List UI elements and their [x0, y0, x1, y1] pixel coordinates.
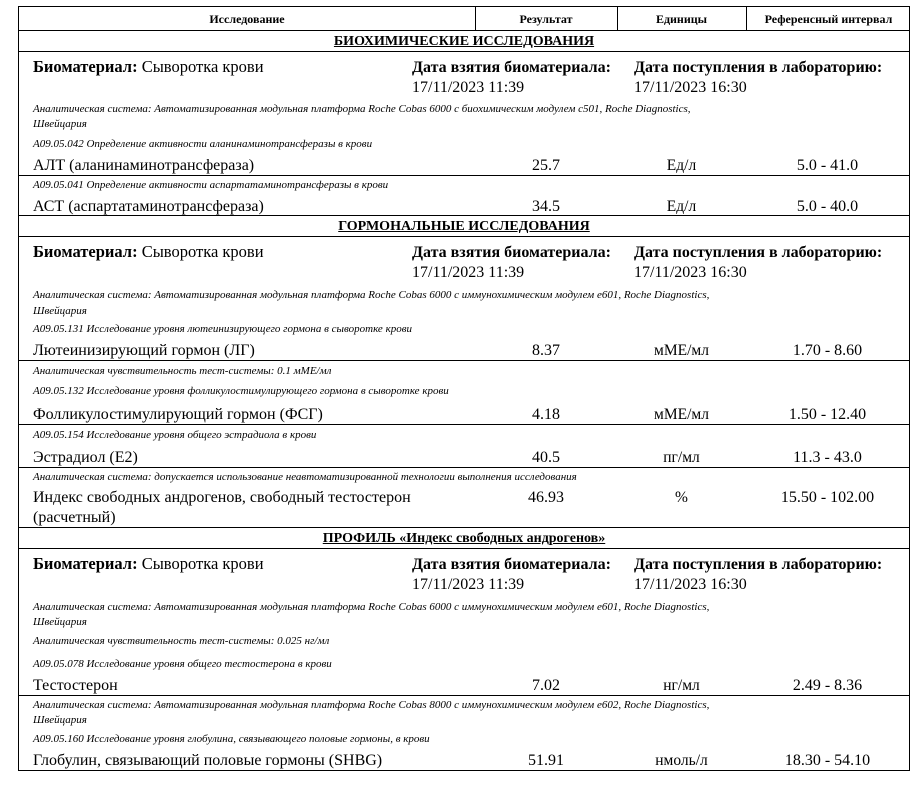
- section-title: ПРОФИЛЬ «Индекс свободных андрогенов»: [322, 531, 606, 546]
- sensitivity-note: Аналитическая чувствительность тест-системы: 0.1 мМЕ/мл: [33, 365, 332, 377]
- analytic-system: Аналитическая система: Автоматизированная модульная платформа Roche Cobas 6000 с биохимическим модулем с501, Roche Diagnostics,: [33, 103, 691, 115]
- test-name: Глобулин, связывающий половые гормоны (SHBG): [33, 752, 383, 769]
- biomaterial-value: Сыворотка крови: [141, 242, 264, 261]
- test-reference: 5.0 - 40.0: [796, 198, 859, 215]
- test-units: мМЕ/мл: [654, 342, 709, 359]
- row-divider: [19, 424, 909, 425]
- test-units: %: [675, 489, 688, 506]
- date-taken-value: 17/11/2023 11:39: [412, 264, 525, 281]
- test-name: Эстрадиол (Е2): [33, 449, 138, 466]
- biomaterial: [33, 554, 264, 574]
- test-code: A09.05.160 Исследование уровня глобулина, связывающего половые гормоны, в крови: [33, 733, 430, 745]
- biomaterial-value: Сыворотка крови: [141, 57, 264, 76]
- row-divider: [19, 30, 909, 31]
- date-taken-value: 17/11/2023 11:39: [412, 79, 525, 96]
- row-divider: [19, 236, 909, 237]
- test-units: Ед/л: [666, 157, 697, 174]
- section-title: ГОРМОНАЛЬНЫЕ ИССЛЕДОВАНИЯ: [338, 219, 590, 234]
- test-units: пг/мл: [663, 449, 700, 466]
- date-received-label: Дата поступления в лабораторию:: [634, 556, 883, 573]
- test-units: нмоль/л: [655, 752, 708, 769]
- test-code: A09.05.078 Исследование уровня общего тестостерона в крови: [33, 658, 332, 670]
- test-name: АСТ (аспартатаминотрансфераза): [33, 198, 264, 215]
- date-received-value: 17/11/2023 16:30: [634, 264, 747, 281]
- biomaterial-label: Биоматериал:: [33, 57, 138, 76]
- test-result: 7.02: [532, 677, 560, 694]
- date-received-label: Дата поступления в лабораторию:: [634, 244, 883, 261]
- test-reference: 1.50 - 12.40: [788, 406, 867, 423]
- test-units: Ед/л: [666, 198, 697, 215]
- analytic-system-note: Аналитическая система: допускается использование неавтоматизированной технологии выполнения исследования: [33, 471, 577, 483]
- row-divider: [19, 467, 909, 468]
- test-name-continuation: (расчетный): [33, 509, 116, 526]
- row-divider: [19, 527, 909, 528]
- test-name: Индекс свободных андрогенов, свободный тестостерон: [33, 489, 411, 506]
- date-received-value: 17/11/2023 16:30: [634, 576, 747, 593]
- date-received-value: 17/11/2023 16:30: [634, 79, 747, 96]
- row-divider: [19, 51, 909, 52]
- test-reference: 18.30 - 54.10: [784, 752, 871, 769]
- test-name: Фолликулостимулирующий гормон (ФСГ): [33, 406, 323, 423]
- biomaterial: [33, 242, 264, 262]
- sensitivity-note: Аналитическая чувствительность тест-системы: 0.025 нг/мл: [33, 635, 330, 647]
- test-reference: 1.70 - 8.60: [792, 342, 863, 359]
- test-code: A09.05.041 Определение активности аспартатаминотрансферазы в крови: [33, 179, 389, 191]
- test-code: A09.05.154 Исследование уровня общего эстрадиола в крови: [33, 429, 317, 441]
- analytic-system-country: Швейцария: [33, 616, 87, 628]
- analytic-system: Аналитическая система: Автоматизированная модульная платформа Roche Cobas 8000 с иммунохимическим модулем е602, Roche Diagnostics,: [33, 699, 710, 711]
- date-taken-label: Дата взятия биоматериала:: [412, 556, 611, 573]
- test-name: Тестостерон: [33, 677, 118, 694]
- test-code: A09.05.042 Определение активности аланинаминотрансферазы в крови: [33, 138, 373, 150]
- test-name: АЛТ (аланинаминотрансфераза): [33, 157, 255, 174]
- test-reference: 2.49 - 8.36: [792, 677, 863, 694]
- test-code: A09.05.131 Исследование уровня лютеинизирующего гормона в сыворотке крови: [33, 323, 412, 335]
- test-name: Лютеинизирующий гормон (ЛГ): [33, 342, 255, 359]
- column-header-reference: Референсный интервал: [764, 12, 893, 26]
- test-code: A09.05.132 Исследование уровня фолликулостимулирующего гормона в сыворотке крови: [33, 385, 449, 397]
- date-taken-value: 17/11/2023 11:39: [412, 576, 525, 593]
- test-reference: 15.50 - 102.00: [780, 489, 875, 506]
- biomaterial: [33, 57, 264, 77]
- biomaterial-label: Биоматериал:: [33, 554, 138, 573]
- test-reference: 5.0 - 41.0: [796, 157, 859, 174]
- column-header-study: Исследование: [209, 12, 285, 26]
- test-result: 8.37: [532, 342, 560, 359]
- test-result: 51.91: [528, 752, 564, 769]
- row-divider: [19, 360, 909, 361]
- column-header-result: Результат: [519, 12, 573, 26]
- analytic-system: Аналитическая система: Автоматизированная модульная платформа Roche Cobas 6000 с иммунохимическим модулем е601, Roche Diagnostics,: [33, 601, 710, 613]
- analytic-system: Аналитическая система: Автоматизированная модульная платформа Roche Cobas 6000 с иммунохимическим модулем е601, Roche Diagnostics,: [33, 289, 710, 301]
- lab-results-table: [18, 6, 910, 771]
- date-taken-label: Дата взятия биоматериала:: [412, 59, 611, 76]
- biomaterial-value: Сыворотка крови: [141, 554, 264, 573]
- analytic-system-country: Швейцария: [33, 305, 87, 317]
- row-divider: [19, 548, 909, 549]
- test-result: 46.93: [528, 489, 564, 506]
- test-reference: 11.3 - 43.0: [793, 449, 862, 466]
- date-taken-label: Дата взятия биоматериала:: [412, 244, 611, 261]
- test-result: 34.5: [532, 198, 560, 215]
- section-title: БИОХИМИЧЕСКИЕ ИССЛЕДОВАНИЯ: [333, 34, 595, 49]
- biomaterial-label: Биоматериал:: [33, 242, 138, 261]
- analytic-system-country: Швейцария: [33, 118, 87, 130]
- column-header-units: Единицы: [655, 12, 708, 26]
- row-divider: [19, 175, 909, 176]
- test-result: 4.18: [532, 406, 560, 423]
- analytic-system-country: Швейцария: [33, 714, 87, 726]
- date-received-label: Дата поступления в лабораторию:: [634, 59, 883, 76]
- row-divider: [19, 695, 909, 696]
- test-units: мМЕ/мл: [654, 406, 709, 423]
- row-divider: [19, 215, 909, 216]
- test-result: 25.7: [532, 157, 560, 174]
- test-units: нг/мл: [663, 677, 700, 694]
- test-result: 40.5: [532, 449, 560, 466]
